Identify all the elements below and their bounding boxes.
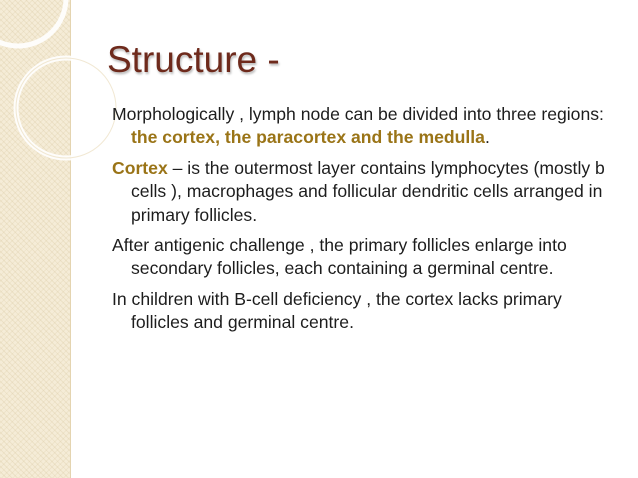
paragraph-b-cell-deficiency-text: In children with B-cell deficiency , the cortex lacks primary follicles and germinal centre. [112, 288, 562, 333]
paragraph-regions-intro: Morphologically , lymph node can be divided into three regions: [112, 104, 604, 124]
slide-body [112, 103, 624, 342]
paragraph-cortex-term: Cortex [112, 157, 168, 178]
paragraph-regions-outro: . [484, 127, 490, 148]
decorative-circle-top [0, 0, 66, 46]
paragraph-antigenic-challenge [112, 234, 624, 281]
decorative-circle-middle [16, 58, 116, 158]
paragraph-cortex [112, 157, 624, 227]
paragraph-regions-highlight: the cortex, the paracortex and the medulla [131, 127, 485, 148]
paragraph-antigenic-challenge-text: After antigenic challenge , the primary follicles enlarge into secondary follicles, each containing a germinal centre. [112, 235, 567, 279]
paragraph-regions [112, 103, 624, 150]
paragraph-b-cell-deficiency [112, 288, 624, 335]
slide-title: Structure - [107, 39, 280, 80]
paragraph-cortex-text: – is the outermost layer contains lymphocytes (mostly b cells ), macrophages and follicular dendritic cells arranged in primary follicles. [131, 157, 605, 225]
